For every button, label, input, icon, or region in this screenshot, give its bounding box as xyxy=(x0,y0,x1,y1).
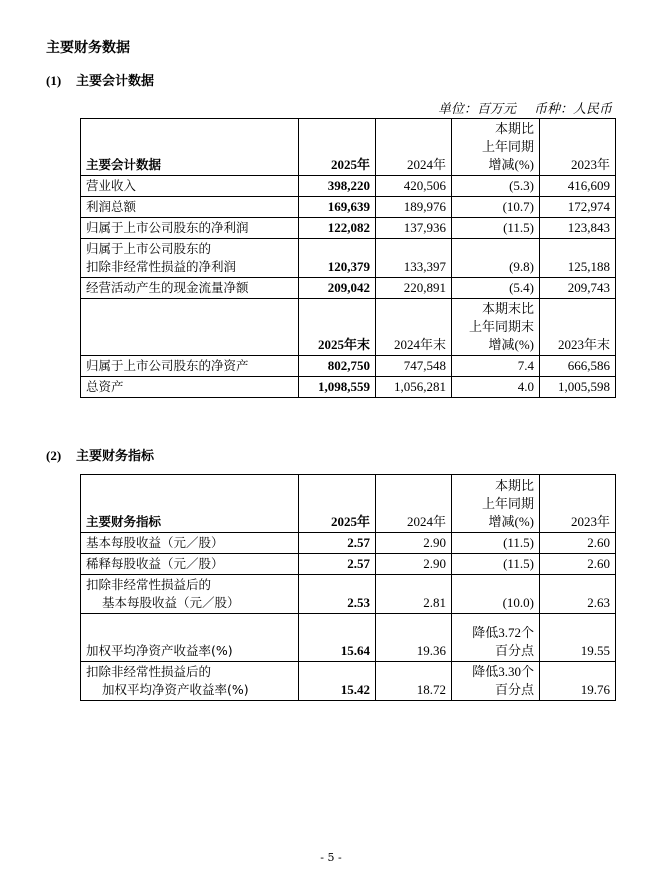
cell-2023: 416,609 xyxy=(540,176,616,197)
cell-2025: 2.57 xyxy=(299,533,376,554)
subheader-change-line1: 本期末比 xyxy=(481,301,534,316)
row-label xyxy=(81,575,299,614)
cell-2023: 2.60 xyxy=(540,533,616,554)
section-label: 主要财务指标 xyxy=(76,449,155,464)
row-label: 营业收入 xyxy=(81,176,299,197)
cell-change xyxy=(452,614,540,662)
cell-2024: 133,397 xyxy=(376,239,452,278)
header-change-line2: 上年同期 xyxy=(481,139,534,154)
financial-indicators-table xyxy=(80,474,616,701)
cell-2025: 169,639 xyxy=(299,197,376,218)
cell-change: (11.5) xyxy=(452,533,540,554)
accounting-data-table xyxy=(80,118,616,398)
cell-2025: 15.42 xyxy=(299,662,376,701)
cell-2024: 1,056,281 xyxy=(376,377,452,398)
cell-2024: 2.90 xyxy=(376,533,452,554)
header-label: 主要财务指标 xyxy=(81,475,299,533)
subheader-2024: 2024年末 xyxy=(376,299,452,356)
row-label xyxy=(81,239,299,278)
cell-change: 7.4 xyxy=(452,356,540,377)
row-label: 利润总额 xyxy=(81,197,299,218)
cell-2024: 747,548 xyxy=(376,356,452,377)
cell-2025: 2.53 xyxy=(299,575,376,614)
subheader-2025: 2025年末 xyxy=(299,299,376,356)
table-row xyxy=(81,575,616,614)
table-row xyxy=(81,377,616,398)
table-row xyxy=(81,662,616,701)
cell-2025: 2.57 xyxy=(299,554,376,575)
subheader-change-line2: 上年同期末 xyxy=(468,319,534,334)
row-label-line2: 扣除非经常性损益的净利润 xyxy=(86,259,237,274)
cell-change: (10.7) xyxy=(452,197,540,218)
table-header-row xyxy=(81,119,616,176)
cell-change: (5.4) xyxy=(452,278,540,299)
cell-change: (5.3) xyxy=(452,176,540,197)
section-label: 主要会计数据 xyxy=(76,74,155,89)
cell-change: (10.0) xyxy=(452,575,540,614)
section-number: (2) xyxy=(46,448,62,463)
table-row xyxy=(81,278,616,299)
table-subheader-row xyxy=(81,299,616,356)
section-heading-financial-indicators xyxy=(46,445,154,464)
page-title: 主要财务数据 xyxy=(46,40,130,56)
header-change-line3: 增减(%) xyxy=(488,514,534,529)
section-number: (1) xyxy=(46,73,62,88)
unit-note xyxy=(438,98,612,117)
cell-2024: 420,506 xyxy=(376,176,452,197)
header-change-line1: 本期比 xyxy=(494,478,534,493)
unit-text: 单位：百万元 xyxy=(437,102,516,117)
header-2023: 2023年 xyxy=(540,475,616,533)
cell-2025: 15.64 xyxy=(299,614,376,662)
row-label: 归属于上市公司股东的净资产 xyxy=(81,356,299,377)
cell-2023: 19.76 xyxy=(540,662,616,701)
cell-change-line2: 百分点 xyxy=(494,643,534,658)
header-label: 主要会计数据 xyxy=(81,119,299,176)
currency-text: 币种：人民币 xyxy=(533,102,612,117)
cell-2025: 398,220 xyxy=(299,176,376,197)
row-label: 稀释每股收益（元／股） xyxy=(81,554,299,575)
header-2024: 2024年 xyxy=(376,119,452,176)
cell-change: (11.5) xyxy=(452,218,540,239)
row-label-line1: 归属于上市公司股东的 xyxy=(86,241,212,256)
header-change-line3: 增减(%) xyxy=(488,157,534,172)
page-number: - 5 - xyxy=(320,851,342,864)
row-label: 基本每股收益（元／股） xyxy=(81,533,299,554)
cell-2023: 209,743 xyxy=(540,278,616,299)
row-label-line2: 加权平均净资产收益率(%) xyxy=(102,682,249,697)
cell-2025: 120,379 xyxy=(299,239,376,278)
cell-2024: 2.90 xyxy=(376,554,452,575)
header-change-line1: 本期比 xyxy=(494,121,534,136)
cell-change-line1: 降低3.30个 xyxy=(472,664,534,679)
cell-change xyxy=(452,662,540,701)
table-row xyxy=(81,239,616,278)
cell-change: 4.0 xyxy=(452,377,540,398)
row-label: 加权平均净资产收益率(%) xyxy=(81,614,299,662)
row-label-line1: 扣除非经常性损益后的 xyxy=(86,664,212,679)
row-label-line2: 基本每股收益（元／股） xyxy=(102,595,240,610)
header-change-line2: 上年同期 xyxy=(481,496,534,511)
cell-change-line2: 百分点 xyxy=(494,682,534,697)
cell-2023: 125,188 xyxy=(540,239,616,278)
header-2024: 2024年 xyxy=(376,475,452,533)
header-change xyxy=(452,119,540,176)
cell-2025: 1,098,559 xyxy=(299,377,376,398)
header-2023: 2023年 xyxy=(540,119,616,176)
subheader-label xyxy=(81,299,299,356)
cell-2023: 19.55 xyxy=(540,614,616,662)
row-label: 归属于上市公司股东的净利润 xyxy=(81,218,299,239)
row-label: 经营活动产生的现金流量净额 xyxy=(81,278,299,299)
subheader-change-line3: 增减(%) xyxy=(488,337,534,352)
table-row xyxy=(81,554,616,575)
table-header-row xyxy=(81,475,616,533)
cell-change: (11.5) xyxy=(452,554,540,575)
cell-2025: 122,082 xyxy=(299,218,376,239)
table-row xyxy=(81,218,616,239)
header-change xyxy=(452,475,540,533)
cell-2023: 1,005,598 xyxy=(540,377,616,398)
header-2025: 2025年 xyxy=(299,475,376,533)
cell-2023: 2.60 xyxy=(540,554,616,575)
row-label: 总资产 xyxy=(81,377,299,398)
cell-2024: 220,891 xyxy=(376,278,452,299)
cell-2024: 2.81 xyxy=(376,575,452,614)
cell-2025: 802,750 xyxy=(299,356,376,377)
table-row xyxy=(81,356,616,377)
table-row xyxy=(81,197,616,218)
cell-2023: 172,974 xyxy=(540,197,616,218)
cell-2023: 2.63 xyxy=(540,575,616,614)
cell-2025: 209,042 xyxy=(299,278,376,299)
table-row xyxy=(81,533,616,554)
cell-2024: 18.72 xyxy=(376,662,452,701)
row-label-line1: 扣除非经常性损益后的 xyxy=(86,577,212,592)
cell-2024: 137,936 xyxy=(376,218,452,239)
header-2025: 2025年 xyxy=(299,119,376,176)
subheader-change xyxy=(452,299,540,356)
cell-change: (9.8) xyxy=(452,239,540,278)
cell-change-line1: 降低3.72个 xyxy=(472,625,534,640)
cell-2023: 123,843 xyxy=(540,218,616,239)
cell-2024: 189,976 xyxy=(376,197,452,218)
cell-2024: 19.36 xyxy=(376,614,452,662)
table-row xyxy=(81,176,616,197)
cell-2023: 666,586 xyxy=(540,356,616,377)
section-heading-accounting-data xyxy=(46,70,154,89)
subheader-2023: 2023年末 xyxy=(540,299,616,356)
table-row xyxy=(81,614,616,662)
row-label xyxy=(81,662,299,701)
